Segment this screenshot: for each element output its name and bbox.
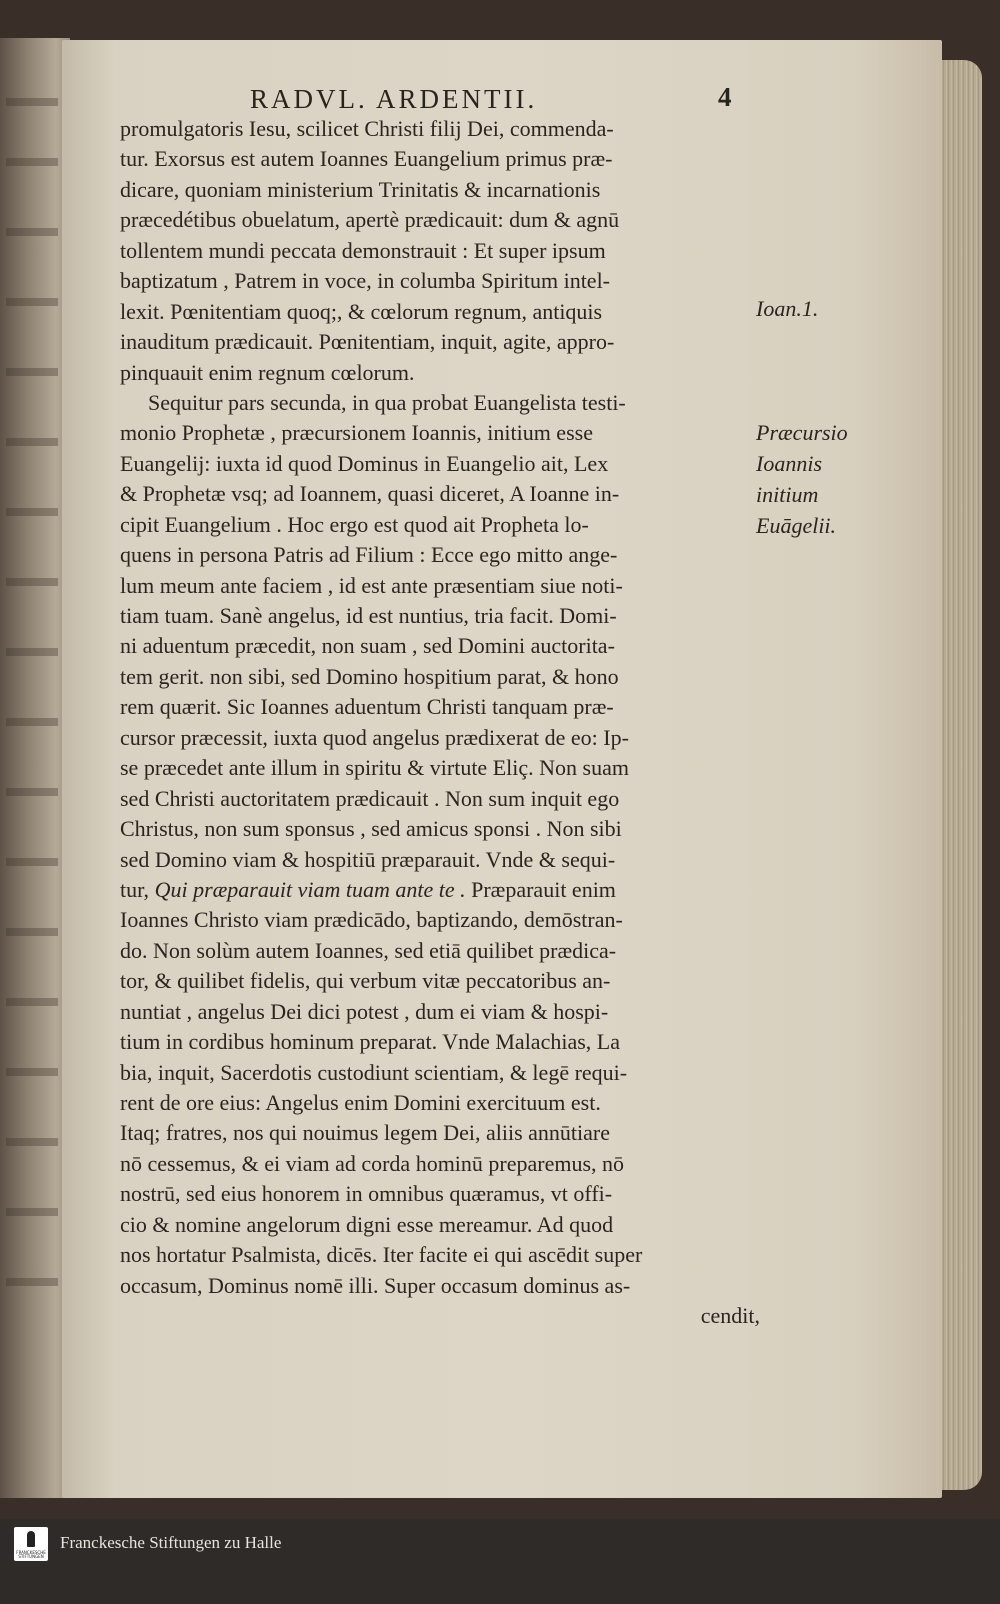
- text-line: nos hortatur Psalmista, dicēs. Iter facite ei qui ascēdit super: [120, 1242, 643, 1268]
- text-line: cio & nomine angelorum digni esse mereamur. Ad quod: [120, 1211, 614, 1237]
- text-line: cursor præcessit, iuxta quod angelus prædixerat de eo: Ip-: [120, 724, 629, 750]
- text-line: sed Domino viam & hospitiū præparauit. Vnde & sequi-: [120, 846, 616, 872]
- bottom-strip: [0, 1569, 1000, 1604]
- text-line: rent de ore eius: Angelus enim Domini exercituum est.: [120, 1090, 601, 1115]
- text-line: occasum, Dominus nomē illi. Super occasum dominus as-: [120, 1272, 631, 1298]
- text-line: pinquauit enim regnum cœlorum.: [120, 359, 415, 385]
- text-line: Christus, non sum sponsus , sed amicus sponsi . Non sibi: [120, 816, 622, 842]
- text-line: Euangelij: iuxta id quod Dominus in Euangelio ait, Lex: [120, 450, 609, 476]
- text-line: inauditum prædicauit. Pœnitentiam, inquit, agite, appro-: [120, 329, 615, 355]
- text-line: promulgatoris Iesu, scilicet Christi filij Dei, commenda-: [120, 116, 614, 141]
- text-line: bia, inquit, Sacerdotis custodiunt scientiam, & legē requi-: [120, 1059, 628, 1085]
- text-line: rem quærit. Sic Ioannes aduentum Christi tanquam præ-: [120, 694, 614, 720]
- text-line: monio Prophetæ , præcursionem Ioannis, initium esse: [120, 420, 593, 446]
- text-line: ni aduentum præcedit, non suam , sed Domini auctorita-: [120, 633, 615, 659]
- margin-note-line: initium: [756, 482, 819, 507]
- logo-text: FRANCKESCHE STIFTUNGEN: [16, 1550, 46, 1559]
- page-number: 4: [718, 82, 732, 112]
- footer-bar: [0, 1519, 1000, 1569]
- text-line: sed Christi auctoritatem prædicauit . Non sum inquit ego: [120, 785, 620, 811]
- page-header: [250, 84, 750, 118]
- text-line-with-italic: tur, Qui præparauit viam tuam ante te . Præparauit enim: [120, 876, 616, 902]
- catchword: cendit,: [700, 1303, 760, 1329]
- text-line: & Prophetæ vsq; ad Ioannem, quasi diceret, A Ioanne in-: [120, 481, 620, 507]
- text-line: lum meum ante faciem , id est ante præsentiam siue noti-: [120, 572, 623, 598]
- body-text: [120, 114, 760, 1332]
- margin-note-line: Euāgelii.: [756, 513, 837, 538]
- institution-label[interactable]: Franckesche Stiftungen zu Halle: [60, 1533, 282, 1552]
- text-line: tor, & quilibet fidelis, qui verbum vitæ peccatoribus an-: [120, 968, 611, 994]
- text-line: se præcedet ante illum in spiritu & virtute Eliç. Non suam: [120, 755, 629, 781]
- text-line: tur. Exorsus est autem Ioannes Euangelium primus præ-: [120, 146, 613, 172]
- italic-quotation: Qui præparauit viam tuam ante te .: [154, 876, 466, 902]
- margin-note-line: Ioannis: [756, 451, 822, 476]
- institution-logo[interactable]: [14, 1527, 48, 1561]
- text-line: nostrū, sed eius honorem in omnibus quæramus, vt offi-: [120, 1181, 613, 1207]
- text-line: quens in persona Patris ad Filium : Ecce ego mitto ange-: [120, 542, 618, 568]
- text-line: tiam tuam. Sanè angelus, id est nuntius, tria facit. Domi-: [120, 603, 617, 628]
- margin-note-line: Præcursio: [756, 420, 848, 445]
- text-line: tollentem mundi peccata demonstrauit : Et super ipsum: [120, 237, 606, 263]
- text-line: baptizatum , Patrem in voce, in columba Spiritum intel-: [120, 268, 611, 294]
- text-line-paragraph-start: Sequitur pars secunda, in qua probat Euangelista testi-: [148, 389, 626, 415]
- running-head: RADVL. ARDENTII.: [250, 84, 538, 114]
- text-line: dicare, quoniam ministerium Trinitatis & incarnationis: [120, 176, 601, 202]
- text-line: tium in cordibus hominum preparat. Vnde Malachias, La: [120, 1029, 620, 1055]
- text-line: lexit. Pœnitentiam quoq;, & cœlorum regnum, antiquis: [120, 298, 603, 324]
- text-line: tem gerit. non sibi, sed Domino hospitium parat, & hono: [120, 663, 619, 689]
- text-line: Ioannes Christo viam prædicādo, baptizando, demōstran-: [120, 907, 623, 933]
- text-line: do. Non solùm autem Ioannes, sed etiā quilibet prædica-: [120, 937, 617, 963]
- text-line: nō cessemus, & ei viam ad corda hominū preparemus, nō: [120, 1150, 625, 1176]
- figure-icon: [27, 1531, 35, 1547]
- text-line: præcedétibus obuelatum, apertè prædicauit: dum & agnū: [120, 207, 620, 233]
- text-line: cipit Euangelium . Hoc ergo est quod ait Propheta lo-: [120, 511, 589, 537]
- text-line: Itaq; fratres, nos qui nouimus legem Dei, aliis annūtiare: [120, 1120, 610, 1146]
- previous-page-edge: [0, 38, 70, 1498]
- text-line: nuntiat , angelus Dei dici potest , dum ei viam & hospi-: [120, 998, 609, 1024]
- margin-note-ioan: Ioan.1.: [756, 296, 819, 321]
